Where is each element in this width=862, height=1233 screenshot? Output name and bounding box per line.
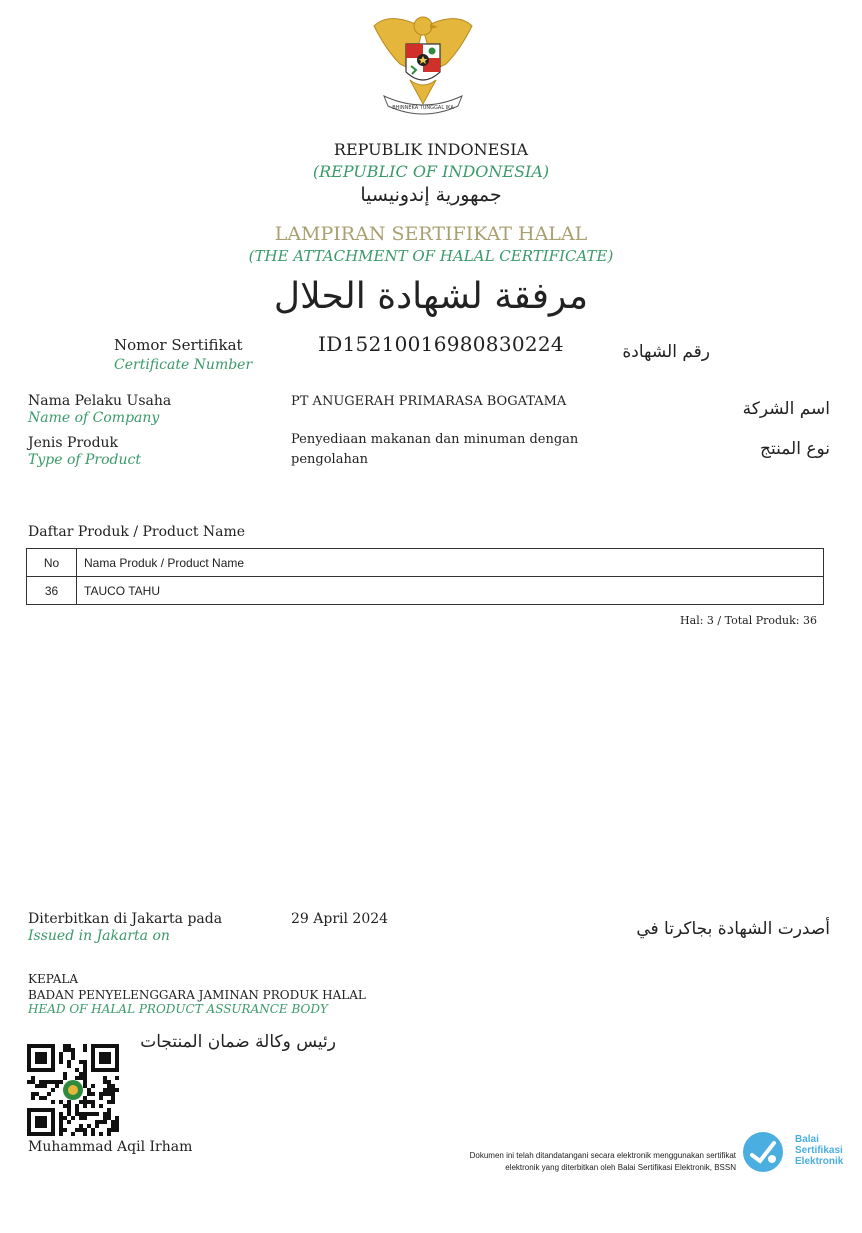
row-name: TAUCO TAHU: [77, 577, 824, 605]
company-label-en: Name of Company: [28, 410, 160, 426]
footer-note-line1: Dokumen ini telah ditandatangani secara elektronik menggunakan sertifikat: [469, 1151, 736, 1160]
product-type-label-en: Type of Product: [28, 452, 141, 468]
garuda-emblem: [366, 8, 480, 124]
title-en: (THE ATTACHMENT OF HALAL CERTIFICATE): [248, 247, 614, 265]
col-name-header: Nama Produk / Product Name: [77, 549, 824, 577]
bsre-logo-line3: Elektronik: [795, 1156, 844, 1167]
bsre-logo-line2: Sertifikasi: [795, 1145, 843, 1156]
emblem-motto: BHINNEKA TUNGGAL IKA: [392, 105, 454, 111]
issued-label-ar: أصدرت الشهادة بجاكرتا في: [636, 919, 830, 939]
cert-label-en: Certificate Number: [114, 357, 253, 373]
product-list-title: Daftar Produk / Product Name: [28, 524, 246, 540]
table-header-row: [27, 549, 824, 577]
page-info: Hal: 3 / Total Produk: 36: [680, 614, 817, 627]
table-row: [27, 577, 824, 605]
bsre-logo-icon: [742, 1131, 784, 1173]
product-type-value-line2: pengolahan: [291, 452, 368, 467]
title-id: LAMPIRAN SERTIFIKAT HALAL: [274, 223, 588, 245]
cert-number: ID15210016980830224: [318, 332, 564, 356]
issued-label-id: Diterbitkan di Jakarta pada: [28, 911, 223, 927]
col-no-header: No: [27, 549, 77, 577]
product-type-value-line1: Penyediaan makanan dan minuman dengan: [291, 432, 579, 447]
cert-label-id: Nomor Sertifikat: [114, 336, 243, 354]
product-type-label-id: Jenis Produk: [28, 435, 119, 451]
signatory-title-ar: رئيس وكالة ضمان المنتجات: [140, 1032, 336, 1052]
company-label-ar: اسم الشركة: [742, 399, 830, 419]
country-en: (REPUBLIC OF INDONESIA): [312, 162, 550, 181]
country-ar: جمهورية إندونيسيا: [360, 184, 502, 206]
cert-label-ar: رقم الشهادة: [622, 342, 710, 362]
issued-label-en: Issued in Jakarta on: [28, 928, 170, 944]
product-table: [26, 548, 824, 605]
garuda-icon: [366, 8, 480, 124]
issued-date: 29 April 2024: [291, 911, 389, 927]
qr-code: [27, 1044, 119, 1136]
signatory-name: Muhammad Aqil Irham: [28, 1139, 193, 1155]
bsre-logo-line1: Balai: [795, 1134, 819, 1145]
footer-note-line2: elektronik yang diterbitkan oleh Balai Sertifikasi Elektronik, BSSN: [505, 1163, 736, 1172]
signatory-title1: KEPALA: [28, 972, 78, 986]
signatory-title2: BADAN PENYELENGGARA JAMINAN PRODUK HALAL: [28, 988, 366, 1002]
title-ar: مرفقة لشهادة الحلال: [273, 276, 589, 317]
row-no: 36: [27, 577, 77, 605]
product-type-value: [291, 430, 578, 470]
footer-note: [380, 1150, 736, 1174]
signatory-title-en: HEAD OF HALAL PRODUCT ASSURANCE BODY: [28, 1002, 328, 1016]
company-value: PT ANUGERAH PRIMARASA BOGATAMA: [291, 394, 567, 409]
bsre-logo-text: [795, 1134, 843, 1167]
product-type-label-ar: نوع المنتج: [759, 439, 830, 459]
country-id: REPUBLIK INDONESIA: [333, 140, 529, 159]
company-label-id: Nama Pelaku Usaha: [28, 393, 172, 409]
qr-code-icon: [27, 1044, 119, 1136]
